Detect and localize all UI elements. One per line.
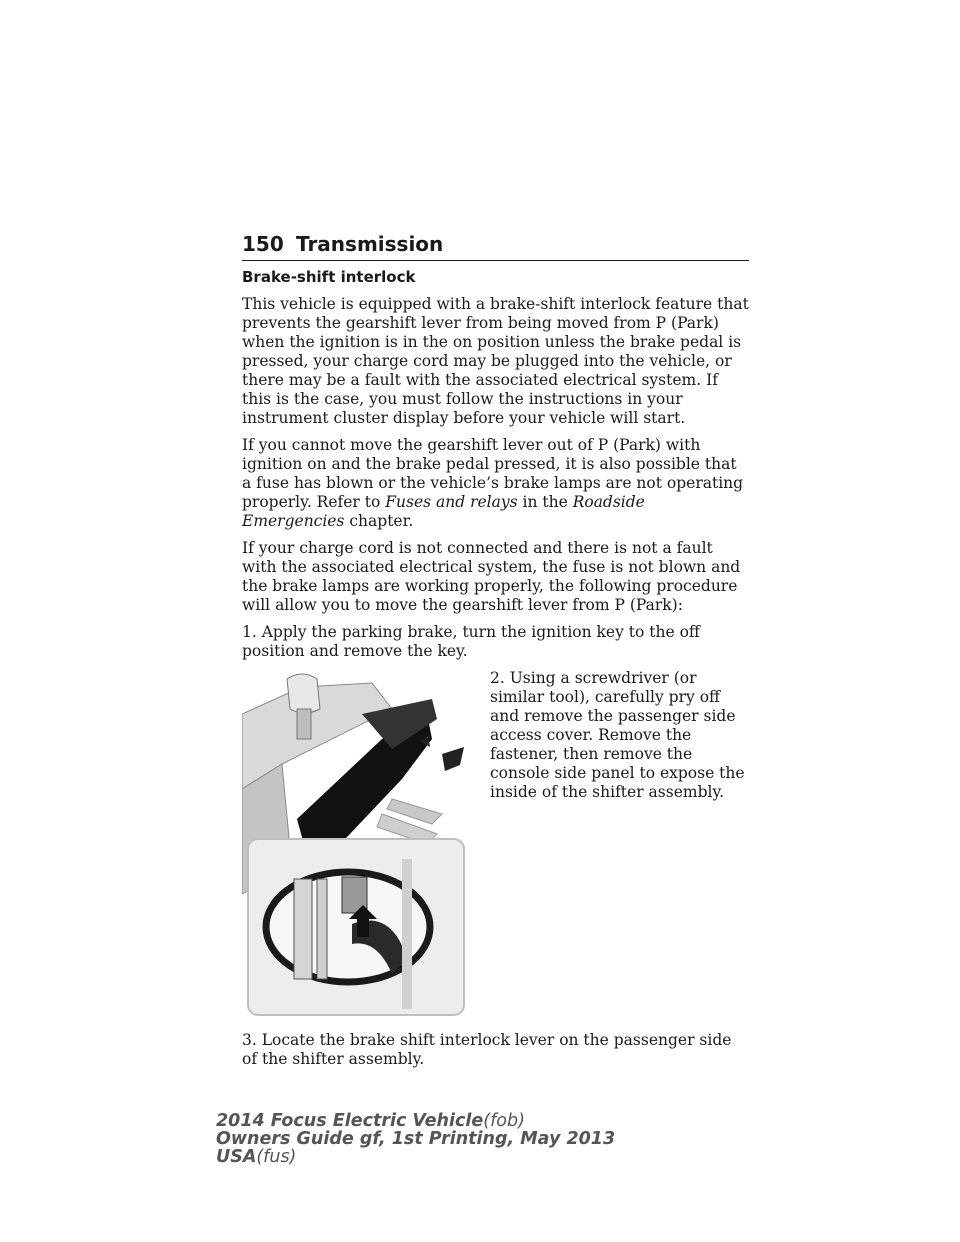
page-number: 150 [242, 232, 284, 256]
fuse-note-text-end: chapter. [344, 512, 414, 530]
page-header [242, 230, 749, 261]
step-1: 1. Apply the parking brake, turn the ignition key to the off position and remove the key. [242, 623, 700, 660]
paragraph-procedure-intro: If your charge cord is not connected and there is not a fault with the associated electrical system, the fuse is not blown and the brake lamps are working properly, the following procedure will allow you to move the gearshift lever from P (Park): [242, 539, 741, 614]
shifter-detail-inset [248, 839, 464, 1015]
footer-line-2: Owners Guide gf, 1st Printing, May 2013 [216, 1129, 616, 1149]
footer-line-3 [216, 1148, 736, 1166]
page-footer [216, 1112, 736, 1166]
fuse-note-text-mid: in the [517, 493, 573, 511]
chapter-title: Transmission [296, 232, 444, 256]
section-heading: Brake-shift interlock [242, 268, 416, 286]
step-2: 2. Using a screwdriver (or similar tool), carefully pry off and remove the passenger side access cover. Remove the fastener, then remove the console side panel to expose the inside of the shifter assembly. [490, 669, 745, 801]
paragraph-interlock-description: This vehicle is equipped with a brake-shift interlock feature that prevents the gearshift lever from being moved from P (Park) when the ignition is in the on position unless the brake pedal is pressed, your charge cord may be plugged into the vehicle, or there may be a fault with the associated electrical system. If this is the case, you must follow the instructions in your instrument cluster display before your vehicle will start. [242, 295, 749, 427]
roadside-emergencies-reference: Roadside Emergencies [242, 493, 645, 530]
console-side-panel-illustration [242, 669, 467, 1021]
footer-vehicle: 2014 Focus Electric Vehicle [216, 1111, 484, 1131]
fuse-note-text: If you cannot move the gearshift lever out of P (Park) with ignition on and the brake pedal pressed, it is also possible that a fuse has blown or the vehicle’s brake lamps are not operating properly. Refer to [242, 436, 744, 511]
page-content [242, 268, 749, 1077]
footer-market: USA [216, 1147, 257, 1167]
fuses-relays-reference: Fuses and relays [385, 493, 518, 511]
footer-vehicle-code: (fob) [483, 1111, 525, 1131]
footer-line-1 [216, 1112, 736, 1130]
step-2-row [242, 669, 749, 1021]
paragraph-fuse-note [242, 436, 749, 531]
footer-market-code: (fus) [256, 1147, 297, 1167]
step-3: 3. Locate the brake shift interlock lever on the passenger side of the shifter assembly. [242, 1031, 732, 1068]
